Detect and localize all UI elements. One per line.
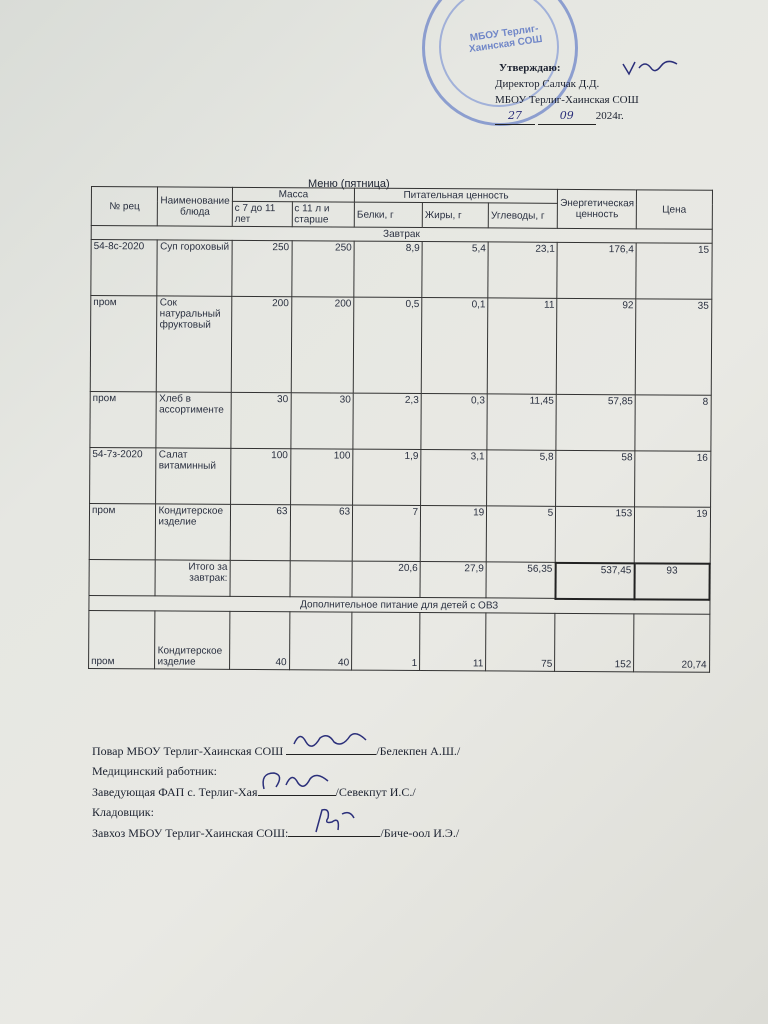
store-label: Кладовщик: [92,805,154,819]
table-row [91,240,712,300]
cook-signature-icon [290,728,370,754]
supply-label: Завхоз МБОУ Терлиг-Хаинская СОШ: [92,826,289,840]
cell-name: Суп гороховый [157,240,232,296]
approval-date-year: 2024г. [595,110,624,122]
cell-recipe: 54-8с-2020 [91,240,158,296]
cell-carbs: 5 [486,506,555,562]
cell-recipe: 54-7з-2020 [90,447,157,503]
cell-carbs: 11 [487,298,557,394]
header-recipe: № рец [91,187,158,226]
table-row [90,391,711,451]
cell-mass-11: 200 [291,297,354,393]
supply-name: /Биче-оол И.Э./ [380,826,460,840]
cell-price: 19 [634,507,710,563]
total-energy: 537,45 [555,562,634,598]
cell-mass-11: 100 [290,449,353,505]
menu-table [88,186,713,672]
cell-fat: 19 [420,506,486,562]
approval-director: Директор Салчак Д.Д. [495,78,600,90]
fap-label: Заведующая ФАП с. Терлиг-Хая [92,785,258,799]
cell-carbs: 75 [486,612,555,670]
cell-price: 15 [636,243,712,299]
cell-protein: 0,5 [353,297,422,393]
cell-recipe: пром [90,391,157,447]
table-title: Меню (пятница) [308,178,390,190]
header-mass-11: с 11 л и старше [292,202,355,227]
header-name: Наименование блюда [158,187,233,226]
cook-label: Повар МБОУ Терлиг-Хаинская СОШ [92,744,284,758]
supply-signature-line [288,822,380,837]
cell-price: 35 [635,299,711,395]
supply-signature-icon [310,806,360,836]
header-mass-7-11: с 7 до 11 лет [232,201,292,226]
cell-energy: 58 [556,450,635,506]
cell-fat: 5,4 [422,242,488,298]
cell-mass-7-11: 63 [230,504,290,560]
cell-price: 16 [635,451,711,507]
header-energy: Энергетическая ценность [557,189,636,228]
cell-name: Кондитерское изделие [156,504,231,560]
header-mass: Масса [232,187,354,202]
approval-title: Утверждаю: [499,62,561,74]
table-row [90,296,711,396]
cell-carbs: 5,8 [487,450,556,506]
total-carbs: 56,35 [486,562,555,598]
cell-mass-11: 63 [290,505,353,561]
cell-recipe: пром [89,610,156,668]
header-carbs: Углеводы, г [488,203,557,228]
cell-name: Салат витаминный [156,448,231,504]
section-additional: Дополнительное питание для детей с ОВЗ [89,595,710,613]
cell-fat: 3,1 [421,450,487,506]
cell-energy: 152 [555,613,634,671]
cell-mass-11: 40 [289,611,352,669]
header-protein: Белки, г [354,202,422,227]
table-row [89,503,710,563]
cell-carbs: 23,1 [488,242,557,298]
fap-name: /Севекпут И.С./ [335,785,416,799]
school-stamp-text: МБОУ Терлиг-Хаинская СОШ [468,23,544,56]
cell-carbs: 11,45 [487,394,556,450]
cell-price: 20,74 [634,613,710,671]
cell-energy: 153 [555,506,634,562]
total-protein: 20,6 [352,561,420,597]
approval-block [495,60,639,125]
cell-protein: 8,9 [354,241,422,297]
cell-mass-7-11: 100 [230,448,290,504]
director-signature-icon [621,56,681,78]
fap-signature-icon [258,767,334,795]
medic-label: Медицинский работник: [92,764,217,778]
total-label: Итого за завтрак: [155,560,230,596]
header-fat: Жиры, г [422,203,488,228]
approval-date-month: 09 [538,108,596,125]
signatures-block [92,740,460,843]
cell-protein: 2,3 [353,393,421,449]
cell-protein: 1,9 [353,449,421,505]
approval-school: МБОУ Терлиг-Хаинская СОШ [495,94,639,106]
cell-fat: 0,3 [421,394,487,450]
header-price: Цена [636,190,712,229]
cell-mass-7-11: 200 [231,296,291,392]
cell-name: Кондитерское изделие [155,610,230,668]
total-fat: 27,9 [420,562,486,598]
total-row [89,559,710,599]
cell-mass-7-11: 40 [229,611,289,669]
cell-protein: 7 [352,505,420,561]
approval-date-day: 27 [495,108,535,125]
cell-recipe: пром [90,296,157,392]
section-breakfast: Завтрак [91,226,712,244]
cell-recipe: пром [89,503,156,559]
cell-fat: 0,1 [421,298,488,394]
cell-mass-11: 250 [291,241,354,297]
cell-mass-7-11: 30 [231,392,291,448]
table-row [89,610,710,672]
cell-energy: 57,85 [556,394,635,450]
fap-signature-line [258,781,336,796]
cook-signature-line [286,740,376,755]
header-nutrition: Питательная ценность [354,188,557,203]
cell-price: 8 [635,395,711,451]
cell-mass-7-11: 250 [232,240,292,296]
cell-fat: 11 [420,612,486,670]
cell-energy: 176,4 [557,242,636,298]
cook-name: /Белекпен А.Ш./ [376,744,461,758]
cell-name: Хлеб в ассортименте [156,392,231,448]
cell-energy: 92 [556,298,636,394]
cell-name: Сок натуральный фруктовый [157,296,232,392]
cell-protein: 1 [352,612,420,670]
cell-mass-11: 30 [290,393,353,449]
total-price: 93 [634,563,710,599]
table-row [90,447,711,507]
